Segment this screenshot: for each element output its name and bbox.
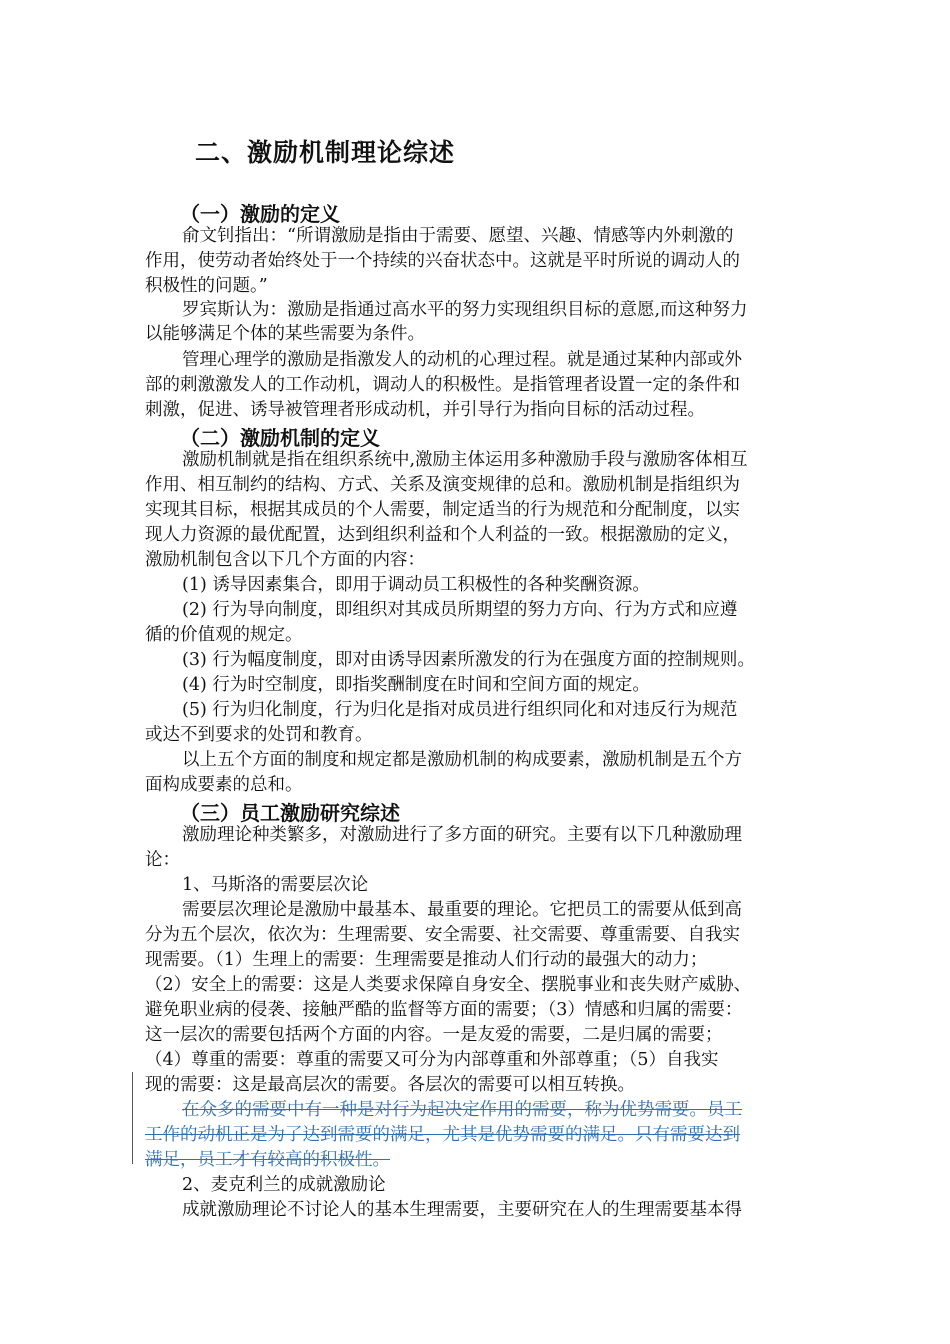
subsection-title: 2、麦克利兰的成就激励论 [182, 1175, 386, 1195]
paragraph-line: 管理心理学的激励是指激发人的动机的心理过程。就是通过某种内部或外 [182, 350, 742, 370]
section-heading-1: （一）激励的定义 [180, 202, 340, 226]
paragraph-line: 成就激励理论不讨论人的基本生理需要，主要研究在人的生理需要基本得 [182, 1200, 742, 1220]
list-item: (2) 行为导向制度，即组织对其成员所期望的努力方向、行为方式和应遵 [182, 600, 738, 620]
paragraph-line: 激励理论种类繁多，对激励进行了多方面的研究。主要有以下几种激励理 [182, 825, 742, 845]
paragraph-line: 作用，使劳动者始终处于一个持续的兴奋状态中。这就是平时所说的调动人的 [145, 251, 740, 271]
page-title: 二、激励机制理论综述 [195, 138, 456, 167]
paragraph-line: （4）尊重的需要：尊重的需要又可分为内部尊重和外部尊重；（5）自我实 [145, 1050, 719, 1070]
paragraph-line: 分为五个层次，依次为：生理需要、安全需要、社交需要、尊重需要、自我实 [145, 925, 740, 945]
paragraph-line: 激励机制就是指在组织系统中,激励主体运用多种激励手段与激励客体相互 [182, 450, 748, 470]
paragraph-line: （2）安全上的需要：这是人类要求保障自身安全、摆脱事业和丧失财产威胁、 [145, 975, 752, 995]
paragraph-line: 作用、相互制约的结构、方式、关系及演变规律的总和。激励机制是指组织为 [145, 475, 740, 495]
paragraph-line: 现人力资源的最优配置，达到组织利益和个人利益的一致。根据激励的定义， [145, 525, 740, 545]
paragraph-line: 罗宾斯认为：激励是指通过高水平的努力实现组织目标的意愿,而这种努力 [182, 300, 748, 320]
paragraph-line: 以上五个方面的制度和规定都是激励机制的构成要素，激励机制是五个方 [182, 750, 742, 770]
paragraph-line: 刺激，促进、诱导被管理者形成动机，并引导行为指向目标的活动过程。 [145, 400, 705, 420]
paragraph-line: 部的刺激激发人的工作动机，调动人的积极性。是指管理者设置一定的条件和 [145, 375, 740, 395]
paragraph-line: 激励机制包含以下几个方面的内容： [145, 550, 425, 570]
paragraph-line: 这一层次的需要包括两个方面的内容。一是友爱的需要，二是归属的需要； [145, 1025, 723, 1045]
paragraph-line: 现需要。（1）生理上的需要：生理需要是推动人们行动的最强大的动力； [145, 950, 708, 970]
list-item: (4) 行为时空制度，即指奖酬制度在时间和空间方面的规定。 [182, 675, 650, 695]
paragraph-line: 俞文钊指出：“所谓激励是指由于需要、愿望、兴趣、情感等内外刺激的 [182, 226, 734, 246]
paragraph-line: 现的需要：这是最高层次的需要。各层次的需要可以相互转换。 [145, 1075, 635, 1095]
paragraph-line: 论： [145, 850, 180, 870]
paragraph-line: 需要层次理论是激励中最基本、最重要的理论。它把员工的需要从低到高 [182, 900, 742, 920]
list-item: (3) 行为幅度制度，即对由诱导因素所激发的行为在强度方面的控制规则。 [182, 650, 755, 670]
deleted-text-line: 满足，员工才有较高的积极性。 [145, 1150, 390, 1170]
paragraph-line: 循的价值观的规定。 [145, 625, 303, 645]
deleted-text-line: 在众多的需要中有一种是对行为起决定作用的需要，称为优势需要。员工 [182, 1100, 742, 1120]
paragraph-line: 实现其目标，根据其成员的个人需要，制定适当的行为规范和分配制度，以实 [145, 500, 740, 520]
deleted-text-line: 工作的动机正是为了达到需要的满足，尤其是优势需要的满足。只有需要达到 [145, 1125, 740, 1145]
paragraph-line: 避免职业病的侵袭、接触严酷的监督等方面的需要；（3）情感和归属的需要： [145, 1000, 743, 1020]
section-heading-2: （二）激励机制的定义 [180, 426, 380, 450]
list-item: (5) 行为归化制度，行为归化是指对成员进行组织同化和对违反行为规范 [182, 700, 738, 720]
subsection-title: 1、马斯洛的需要层次论 [182, 875, 369, 895]
paragraph-line: 或达不到要求的处罚和教育。 [145, 725, 373, 745]
paragraph-line: 积极性的问题。” [145, 276, 268, 296]
paragraph-line: 以能够满足个体的某些需要为条件。 [145, 324, 425, 344]
revision-change-bar [132, 1072, 133, 1164]
paragraph-line: 面构成要素的总和。 [145, 775, 303, 795]
section-heading-3: （三）员工激励研究综述 [180, 801, 400, 825]
list-item: (1) 诱导因素集合，即用于调动员工积极性的各种奖酬资源。 [182, 575, 650, 595]
